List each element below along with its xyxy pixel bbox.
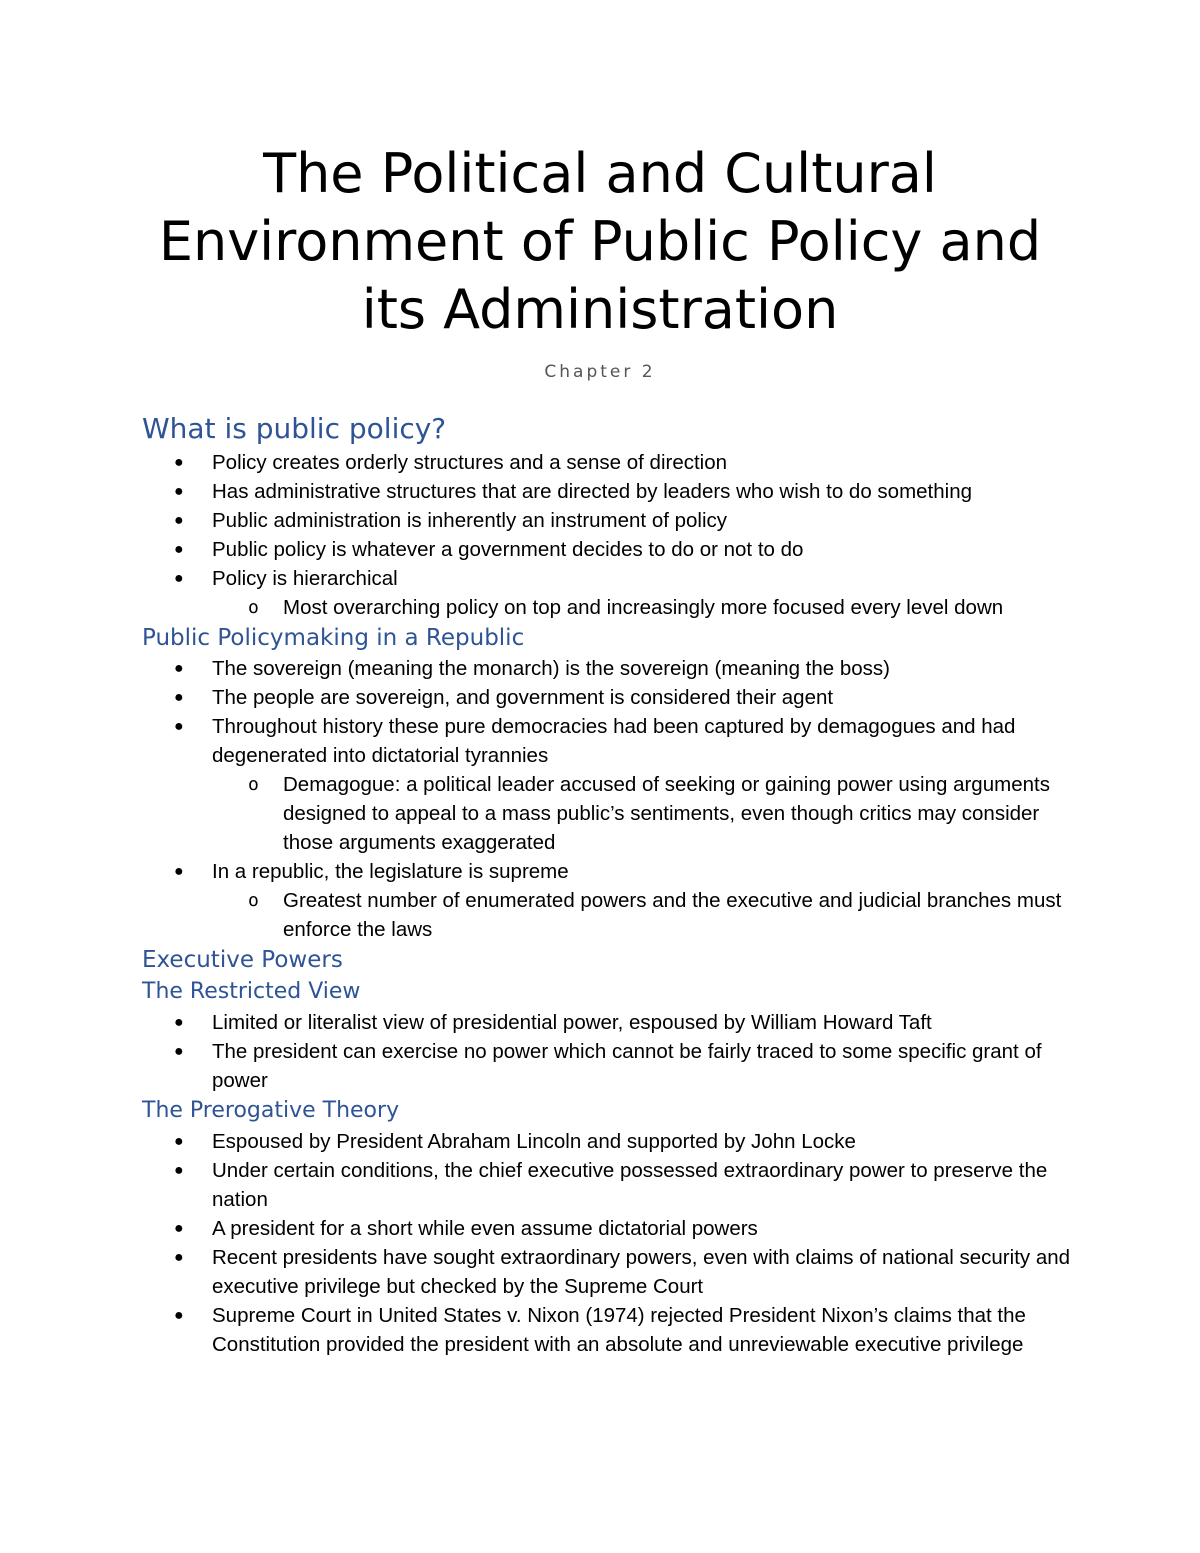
hollow-bullet-icon: o — [248, 890, 259, 911]
bullet-icon: ● — [174, 454, 184, 471]
list-item: ● Recent presidents have sought extraordinary powers, even with claims of national security and executive privilege but checked by the Supreme Court — [142, 1243, 1082, 1301]
heading-policymaking-in-republic: Public Policymaking in a Republic — [142, 625, 525, 651]
list-item: ● The people are sovereign, and government is considered their agent — [142, 683, 1082, 712]
hollow-bullet-icon: o — [248, 597, 259, 618]
list-item: ● Espoused by President Abraham Lincoln and supported by John Locke — [142, 1127, 1082, 1156]
list-item: ● Under certain conditions, the chief executive possessed extraordinary power to preserve the nation — [142, 1156, 1082, 1214]
list-restricted-view — [142, 1008, 1082, 1095]
bullet-icon: ● — [174, 1133, 184, 1150]
heading-prerogative-theory: The Prerogative Theory — [142, 1098, 400, 1123]
heading-executive-powers: Executive Powers — [142, 947, 343, 973]
heading-restricted-view: The Restricted View — [142, 979, 361, 1004]
hollow-bullet-icon: o — [248, 774, 259, 795]
list-item: ● Public administration is inherently an instrument of policy — [142, 506, 1082, 535]
list-item: ● Has administrative structures that are directed by leaders who wish to do something — [142, 477, 1082, 506]
bullet-icon: ● — [174, 1249, 184, 1266]
document-title — [100, 140, 1100, 344]
list-item: ● Supreme Court in United States v. Nixon (1974) rejected President Nixon’s claims that the Constitution provided the president with an absolute and unreviewable executive privilege — [142, 1301, 1082, 1359]
bullet-icon: ● — [174, 483, 184, 500]
title-line-3: its Administration — [361, 278, 839, 341]
list-item: ● The sovereign (meaning the monarch) is the sovereign (meaning the boss) — [142, 654, 1082, 683]
bullet-icon: ● — [174, 863, 184, 880]
bullet-icon: ● — [174, 1043, 184, 1060]
title-line-2: Environment of Public Policy and — [158, 210, 1042, 273]
sub-list-item: o Demagogue: a political leader accused of seeking or gaining power using arguments designed to appeal to a mass public’s sentiments, even though critics may consider those arguments exaggerated — [142, 770, 1082, 857]
bullet-icon: ● — [174, 660, 184, 677]
sub-list-item: o Most overarching policy on top and increasingly more focused every level down — [142, 593, 1082, 622]
list-item: ● Public policy is whatever a government decides to do or not to do — [142, 535, 1082, 564]
bullet-icon: ● — [174, 512, 184, 529]
sub-list-item: o Greatest number of enumerated powers and the executive and judicial branches must enforce the laws — [142, 886, 1082, 944]
document-subtitle: Chapter 2 — [544, 362, 656, 382]
bullet-icon: ● — [174, 1014, 184, 1031]
list-item: ● Policy is hierarchical — [142, 564, 1082, 593]
bullet-icon: ● — [174, 1220, 184, 1237]
bullet-icon: ● — [174, 1307, 184, 1324]
list-item: ● In a republic, the legislature is supreme — [142, 857, 1082, 886]
title-line-1: The Political and Cultural — [263, 142, 937, 205]
bullet-icon: ● — [174, 570, 184, 587]
bullet-icon: ● — [174, 718, 184, 735]
list-item: ● Throughout history these pure democracies had been captured by demagogues and had degenerated into dictatorial tyrannies — [142, 712, 1082, 770]
bullet-icon: ● — [174, 541, 184, 558]
list-item: ● A president for a short while even assume dictatorial powers — [142, 1214, 1082, 1243]
list-item: ● Limited or literalist view of presidential power, espoused by William Howard Taft — [142, 1008, 1082, 1037]
list-what-is-public-policy — [142, 448, 1082, 622]
document-body — [142, 410, 1082, 1359]
list-prerogative-theory — [142, 1127, 1082, 1359]
list-item: ● Policy creates orderly structures and a sense of direction — [142, 448, 1082, 477]
bullet-icon: ● — [174, 1162, 184, 1179]
heading-what-is-public-policy: What is public policy? — [142, 412, 447, 445]
list-item: ● The president can exercise no power which cannot be fairly traced to some specific grant of power — [142, 1037, 1082, 1095]
bullet-icon: ● — [174, 689, 184, 706]
list-policymaking-in-republic — [142, 654, 1082, 944]
